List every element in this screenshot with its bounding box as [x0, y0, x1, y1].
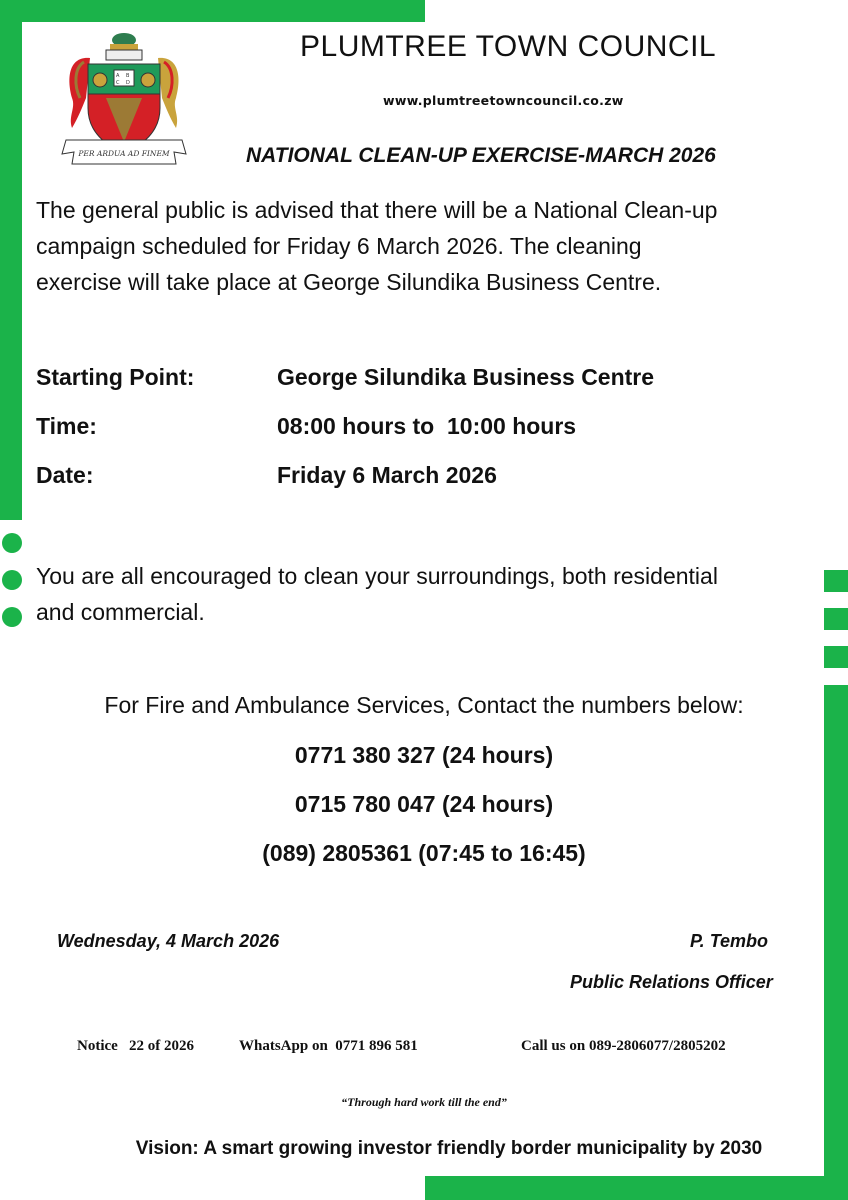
decor-square: [824, 570, 848, 592]
motto-quote: “Through hard work till the end”: [341, 1095, 507, 1109]
detail-label-date: Date:: [36, 462, 94, 488]
crest-book-text: B: [126, 73, 130, 79]
notice-heading: NATIONAL CLEAN-UP EXERCISE-MARCH 2026: [246, 144, 716, 167]
emergency-intro: For Fire and Ambulance Services, Contact the numbers below:: [104, 692, 744, 718]
crest-book-text: A: [116, 73, 120, 79]
left-green-bar: [0, 0, 22, 520]
intro-line: The general public is advised that there will be a National Clean-up: [36, 197, 718, 223]
call-contact[interactable]: Call us on 089-2806077/2805202: [521, 1038, 726, 1054]
intro-line: campaign scheduled for Friday 6 March 2026. The cleaning: [36, 233, 642, 259]
encourage-line: You are all encouraged to clean your surroundings, both residential: [36, 563, 718, 589]
signatory-name: P. Tembo: [690, 931, 769, 951]
notice-number: Notice 22 of 2026: [77, 1038, 195, 1054]
decor-square: [824, 646, 848, 668]
detail-value-starting-point: George Silundika Business Centre: [277, 364, 655, 390]
detail-value-time: 08:00 hours to 10:00 hours: [277, 413, 577, 439]
encourage-line: and commercial.: [36, 599, 205, 625]
decor-dot: [2, 570, 22, 590]
council-crest-logo: [60, 28, 188, 168]
decor-square: [824, 608, 848, 630]
top-green-bar: [0, 0, 425, 22]
emergency-number[interactable]: (089) 2805361 (07:45 to 16:45): [262, 840, 586, 866]
crest-motto: PER ARDUA AD FINEM: [78, 149, 170, 158]
notice-date: Wednesday, 4 March 2026: [57, 931, 280, 951]
council-title: PLUMTREE TOWN COUNCIL: [300, 30, 717, 63]
detail-label-starting-point: Starting Point:: [36, 364, 195, 390]
decor-dot: [2, 533, 22, 553]
signatory-title: Public Relations Officer: [570, 972, 773, 992]
bottom-green-bar: [425, 1176, 848, 1200]
emergency-number[interactable]: 0715 780 047 (24 hours): [294, 791, 554, 817]
decor-dot: [2, 607, 22, 627]
whatsapp-contact[interactable]: WhatsApp on 0771 896 581: [239, 1038, 418, 1054]
crest-book-text: C: [116, 80, 120, 86]
vision-statement: Vision: A smart growing investor friendly border municipality by 2030: [135, 1138, 763, 1159]
intro-line: exercise will take place at George Silundika Business Centre.: [36, 269, 662, 295]
detail-label-time: Time:: [36, 413, 97, 439]
website-link[interactable]: www.plumtreetowncouncil.co.zw: [383, 93, 624, 108]
detail-value-date: Friday 6 March 2026: [277, 462, 497, 488]
crest-book-text: D: [126, 80, 130, 86]
emergency-number[interactable]: 0771 380 327 (24 hours): [294, 742, 554, 768]
